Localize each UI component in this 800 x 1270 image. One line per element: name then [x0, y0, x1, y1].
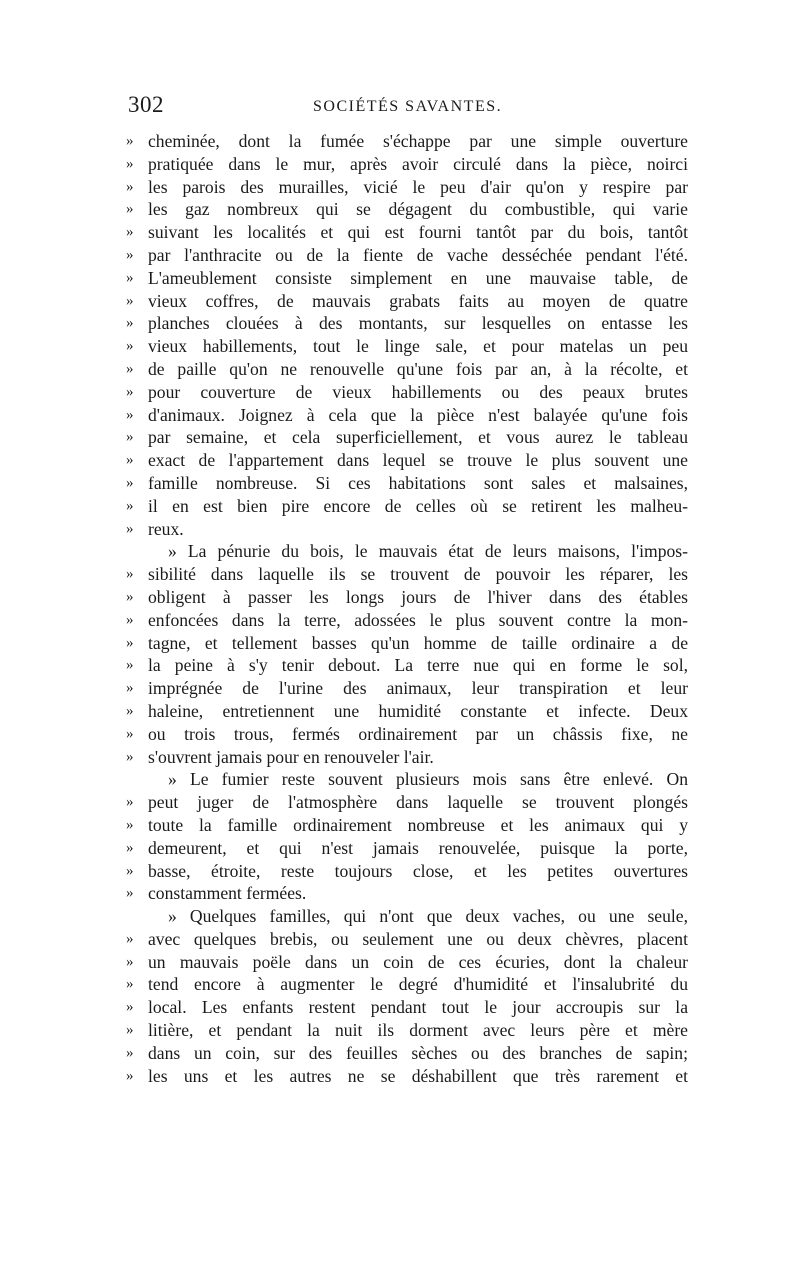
line-text: basse, étroite, reste toujours close, et les petites ouvertures [148, 860, 688, 881]
text-line [128, 791, 688, 814]
line-text: la peine à s'y tenir debout. La terre nue qui en forme le sol, [148, 655, 688, 676]
text-line [128, 814, 688, 837]
line-text: local. Les enfants restent pendant tout le jour accroupis sur la [148, 997, 688, 1018]
line-text: imprégnée de l'urine des animaux, leur transpiration et leur [148, 678, 688, 699]
line-text: par semaine, et cela superficiellement, et vous aurez le tableau [148, 427, 688, 448]
quote-marker: » [126, 862, 134, 879]
quote-marker: » [126, 474, 134, 491]
text-line [128, 290, 688, 313]
text-line [128, 632, 688, 655]
quote-marker: » [126, 1067, 134, 1084]
text-line [128, 335, 688, 358]
text-line [128, 563, 688, 586]
text-line [128, 267, 688, 290]
line-text: d'animaux. Joignez à cela que la pièce n'est balayée qu'une fois [148, 404, 688, 425]
line-text: toute la famille ordinairement nombreuse et les animaux qui y [148, 814, 688, 835]
line-text: planches clouées à des montants, sur lesquelles on entasse les [148, 313, 688, 334]
quote-marker: » [126, 269, 134, 286]
quote-marker: » [126, 657, 134, 674]
text-line [128, 882, 688, 905]
line-text: suivant les localités et qui est fourni tantôt par du bois, tantôt [148, 222, 688, 243]
quote-marker: » [126, 953, 134, 970]
text-line [128, 654, 688, 677]
quote-marker: » [126, 201, 134, 218]
line-text: les gaz nombreux qui se dégagent du combustible, qui varie [148, 199, 688, 220]
text-line [128, 495, 688, 518]
quote-marker: » [126, 839, 134, 856]
line-text: sibilité dans laquelle ils se trouvent de pouvoir les réparer, les [148, 564, 688, 585]
text-line [128, 518, 688, 541]
line-text: vieux habillements, tout le linge sale, et pour matelas un peu [148, 336, 688, 357]
line-text: par l'anthracite ou de la fiente de vache desséchée pendant l'été. [148, 244, 688, 265]
text-line [128, 996, 688, 1019]
quote-marker: » [126, 588, 134, 605]
line-text: L'ameublement consiste simplement en une mauvaise table, de [148, 267, 688, 288]
quote-marker: » [126, 611, 134, 628]
text-line [128, 198, 688, 221]
text-line [128, 700, 688, 723]
text-line [128, 1042, 688, 1065]
quote-marker: » [126, 794, 134, 811]
quote-marker: » [126, 292, 134, 309]
line-text: » La pénurie du bois, le mauvais état de leurs maisons, l'impos- [168, 541, 688, 562]
paragraph-first-line [128, 905, 688, 928]
quote-marker: » [126, 885, 134, 902]
line-text: les uns et les autres ne se déshabillent que très rarement et [148, 1065, 688, 1086]
quote-marker: » [126, 383, 134, 400]
quote-marker: » [126, 133, 134, 149]
text-line [128, 677, 688, 700]
text-line [128, 381, 688, 404]
text-line [128, 426, 688, 449]
line-text: constamment fermées. [148, 883, 307, 904]
text-line [128, 1065, 688, 1088]
line-text: vieux coffres, de mauvais grabats faits au moyen de quatre [148, 290, 688, 311]
line-text: un mauvais poële dans un coin de ces écuries, dont la chaleur [148, 951, 688, 972]
quote-marker: » [126, 680, 134, 697]
line-text: haleine, entretiennent une humidité constante et infecte. Deux [148, 700, 688, 721]
running-title: SOCIÉTÉS SAVANTES. [313, 98, 503, 115]
text-line [128, 951, 688, 974]
text-line [128, 312, 688, 335]
line-text: reux. [148, 518, 184, 539]
quote-marker: » [126, 406, 134, 423]
text-line [128, 837, 688, 860]
quote-marker: » [126, 520, 134, 537]
line-text: peut juger de l'atmosphère dans laquelle se trouvent plongés [148, 792, 688, 813]
line-text: tend encore à augmenter le degré d'humidité et l'insalubrité du [148, 974, 688, 995]
quote-marker: » [126, 976, 134, 993]
quote-marker: » [126, 702, 134, 719]
text-line [128, 1019, 688, 1042]
text-line [128, 176, 688, 199]
line-text: de paille qu'on ne renouvelle qu'une fois par an, à la récolte, et [148, 358, 688, 379]
quote-marker: » [126, 429, 134, 446]
text-line [128, 358, 688, 381]
text-line [128, 723, 688, 746]
line-text: litière, et pendant la nuit ils dorment avec leurs père et mère [148, 1020, 688, 1041]
line-text: obligent à passer les longs jours de l'hiver dans des étables [148, 586, 688, 607]
line-text: cheminée, dont la fumée s'échappe par une simple ouverture [148, 131, 688, 151]
line-text: exact de l'appartement dans lequel se trouve le plus souvent une [148, 450, 688, 471]
line-text: tagne, et tellement basses qu'un homme de taille ordinaire a de [148, 632, 688, 653]
text-line [128, 609, 688, 632]
line-text: dans un coin, sur des feuilles sèches ou des branches de sapin; [148, 1042, 688, 1063]
quote-marker: » [126, 497, 134, 514]
quote-marker: » [126, 178, 134, 195]
text-line [128, 449, 688, 472]
line-text: avec quelques brebis, ou seulement une ou deux chèvres, placent [148, 928, 688, 949]
line-text: s'ouvrent jamais pour en renouveler l'air. [148, 746, 434, 767]
page-number: 302 [128, 92, 164, 117]
quote-marker: » [126, 1022, 134, 1039]
page-header [128, 92, 688, 122]
text-line [128, 130, 688, 153]
quote-marker: » [126, 452, 134, 469]
paragraph-first-line [128, 540, 688, 563]
text-line [128, 404, 688, 427]
text-line [128, 928, 688, 951]
quote-marker: » [126, 1044, 134, 1061]
line-text: enfoncées dans la terre, adossées le plus souvent contre la mon- [148, 609, 688, 630]
line-text: famille nombreuse. Si ces habitations sont sales et malsaines, [148, 472, 688, 493]
line-text: pour couverture de vieux habillements ou des peaux brutes [148, 381, 688, 402]
quote-marker: » [126, 360, 134, 377]
line-text: » Le fumier reste souvent plusieurs mois sans être enlevé. On [168, 769, 688, 790]
line-text: les parois des murailles, vicié le peu d'air qu'on y respire par [148, 176, 688, 197]
quote-marker: » [126, 930, 134, 947]
line-text: il en est bien pire encore de celles où se retirent les malheu- [148, 495, 688, 516]
quote-marker: » [126, 246, 134, 263]
text-line [128, 746, 688, 769]
paragraph-first-line [128, 768, 688, 791]
quote-marker: » [126, 224, 134, 241]
line-text: » Quelques familles, qui n'ont que deux vaches, ou une seule, [168, 906, 688, 927]
text-line [128, 472, 688, 495]
line-text: pratiquée dans le mur, après avoir circulé dans la pièce, noirci [148, 153, 688, 174]
quote-marker: » [126, 748, 134, 765]
body-text [128, 130, 688, 1087]
quote-marker: » [126, 566, 134, 583]
quote-marker: » [126, 816, 134, 833]
text-line [128, 973, 688, 996]
quote-marker: » [126, 338, 134, 355]
quote-marker: » [126, 634, 134, 651]
text-line [128, 586, 688, 609]
quote-marker: » [126, 315, 134, 332]
text-line [128, 221, 688, 244]
quote-marker: » [126, 725, 134, 742]
text-line [128, 860, 688, 883]
quote-marker: » [126, 155, 134, 172]
line-text: demeurent, et qui n'est jamais renouvelée, puisque la porte, [148, 837, 688, 858]
line-text: ou trois trous, fermés ordinairement par un châssis fixe, ne [148, 723, 688, 744]
text-line [128, 153, 688, 176]
text-line [128, 244, 688, 267]
quote-marker: » [126, 999, 134, 1016]
